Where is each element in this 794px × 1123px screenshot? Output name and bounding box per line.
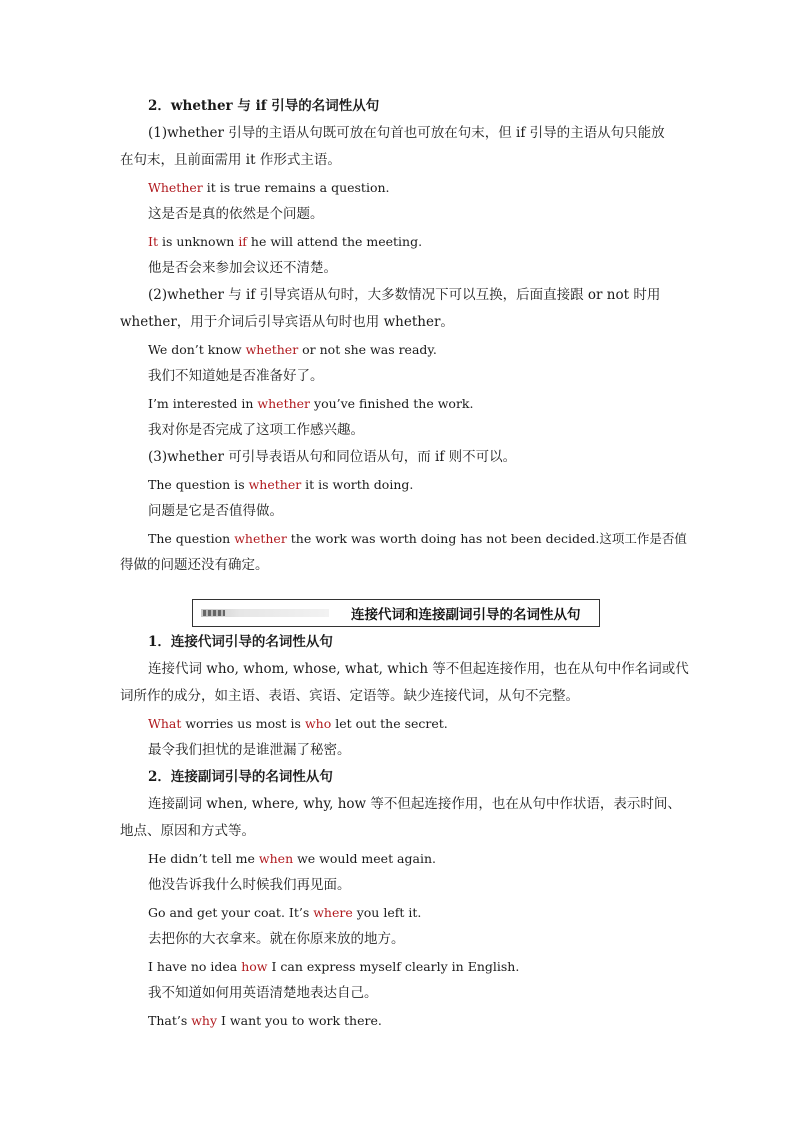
highlight-word: when [258,851,294,866]
example-text: worries us most is [181,716,305,731]
example-text: The question is [148,477,249,492]
rule-2-line-1: (2)whether 与 if 引导宾语从句时，大多数情况下可以互换，后面直接跟 or not 时用 [148,287,661,303]
example-text: you left it. [352,905,422,920]
example-translation-2: 他是否会来参加会议还不清楚。 [148,260,337,276]
banner-decoration-bar [201,609,329,617]
example-text: you’ve finished the work. [310,396,474,411]
example-sentence-10 [120,953,676,980]
example-text: I can express myself clearly in English. [267,959,520,974]
adverb-rule-line-2: 地点、原因和方式等。 [120,823,255,839]
pronoun-rule-line-2: 词所作的成分，如主语、表语、宾语、定语等。缺少连接代词，从句不完整。 [120,688,579,704]
highlight-word: how [241,959,268,974]
example-sentence-8 [120,845,676,872]
example-text: I’m interested in [148,396,258,411]
example-sentence-7 [120,710,676,737]
example-text: I want you to work there. [217,1013,382,1028]
example-translation-3: 我们不知道她是否准备好了。 [148,368,324,384]
highlight-word: whether [234,531,287,546]
example-text: is unknown [157,234,239,249]
example-text: That’s [148,1013,192,1028]
example-text: let out the secret. [331,716,448,731]
example-text: Go and get your coat. It’s [148,905,314,920]
example-text: he will attend the meeting. [246,234,423,249]
example-text: We don’t know [148,342,246,357]
example-sentence-4 [120,390,676,417]
example-translation-4: 我对你是否完成了这项工作感兴趣。 [148,422,364,438]
example-translation-1: 这是否是真的依然是个问题。 [148,206,324,222]
example-text: it is worth doing. [301,477,414,492]
rule-paragraph-2 [120,282,676,336]
highlight-word: whether [257,396,311,411]
example-sentence-11 [120,1007,676,1034]
rule-2-line-2: whether，用于介词后引导宾语从句时也用 whether。 [120,314,454,330]
example-text: The question [148,531,235,546]
document-page [120,93,689,1034]
example-text: He didn’t tell me [148,851,259,866]
example-text: the work was worth doing has not been decided.这项工作是否值 [286,531,687,546]
example-sentence-1 [120,174,676,201]
highlight-word: if [238,234,247,249]
highlight-word: who [304,716,332,731]
rule-paragraph-1 [120,120,676,174]
highlight-word: whether [248,477,302,492]
example-translation-8: 他没告诉我什么时候我们再见面。 [148,877,351,893]
example-translation-7: 最令我们担忧的是谁泄漏了秘密。 [148,742,351,758]
adverb-rule-paragraph [120,791,681,845]
example-sentence-6 [120,525,687,579]
subsection-heading-pronouns: 1．连接代词引导的名词性从句 [148,634,333,650]
example-translation-9: 去把你的大衣拿来。就在你原来放的地方。 [148,931,405,947]
highlight-word: why [191,1013,218,1028]
highlight-word: It [148,234,158,249]
subsection-heading-adverbs: 2．连接副词引导的名词性从句 [148,769,333,785]
example-translation-5: 问题是它是否值得做。 [148,503,283,519]
example-sentence-9 [120,899,676,926]
highlight-word: where [313,905,353,920]
highlight-word: Whether [148,180,203,195]
example-text: I have no idea [148,959,242,974]
example-text: or not she was ready. [298,342,437,357]
pronoun-rule-line-1: 连接代词 who, whom, whose, what, which 等不但起连接作用，也在从句中作名词或代 [148,661,689,677]
example-sentence-3 [120,336,676,363]
example-sentence-5 [120,471,676,498]
example-translation-10: 我不知道如何用英语清楚地表达自己。 [148,985,378,1001]
rule-paragraph-3: (3)whether 可引导表语从句和同位语从句，而 if 则不可以。 [148,449,517,465]
example-text: we would meet again. [293,851,436,866]
highlight-word: What [148,716,182,731]
example-6-line-1 [120,525,687,552]
rule-1-line-1: (1)whether 引导的主语从句既可放在句首也可放在句末，但 if 引导的主语从句只能放 [148,125,665,141]
example-sentence-2 [120,228,676,255]
section-banner [192,599,600,627]
section-spacer [120,579,676,593]
adverb-rule-line-1: 连接副词 when, where, why, how 等不但起连接作用，也在从句中作状语，表示时间、 [148,796,681,812]
highlight-word: whether [245,342,299,357]
pronoun-rule-paragraph [120,656,689,710]
example-text: it is true remains a question. [202,180,390,195]
section-heading-whether-if: 2．whether 与 if 引导的名词性从句 [148,98,380,114]
rule-1-line-2: 在句末，且前面需用 it 作形式主语。 [120,152,341,168]
banner-title: 连接代词和连接副词引导的名词性从句 [351,607,581,623]
example-6-line-2: 得做的问题还没有确定。 [120,557,269,573]
